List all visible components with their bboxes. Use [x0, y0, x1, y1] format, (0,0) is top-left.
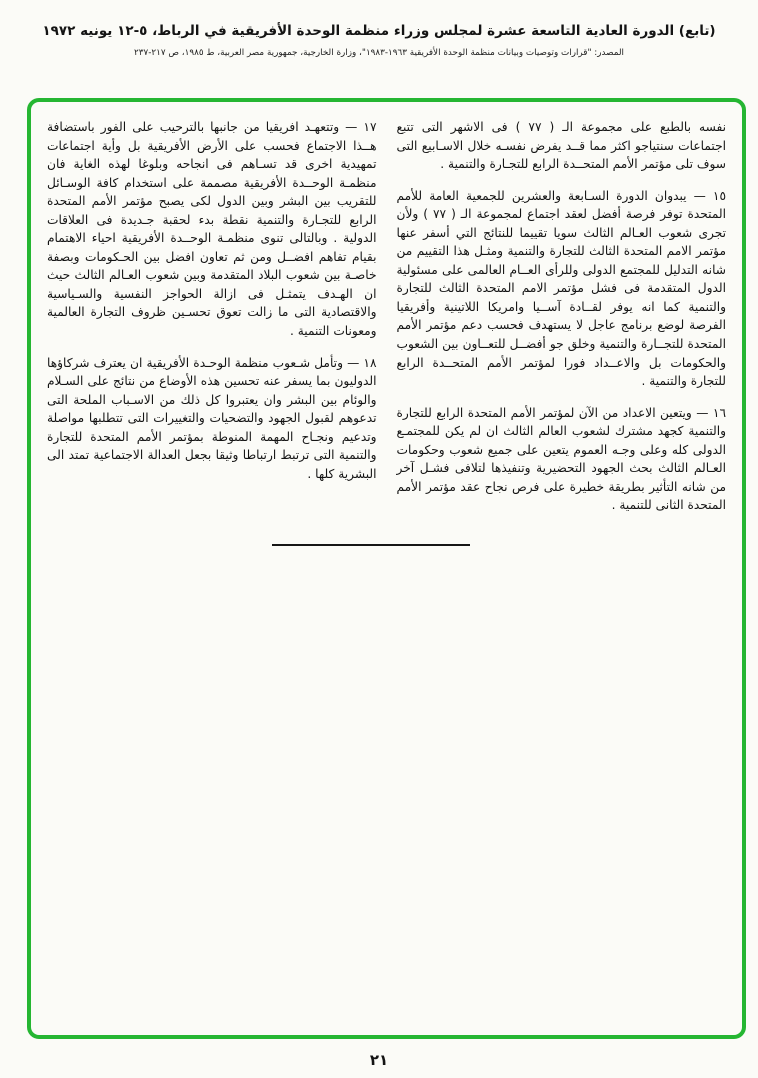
paragraph-continuation: نفسه بالطبع على مجموعة الـ ( ٧٧ ) فى الاشهر التى تتبع اجتماعات سنتياجو اكثر مما قــد يفرض نفسـه خلال الاسـابيع التى سوف تلى مؤتمر الأمم المتحــدة الرابع للتجـارة والتنمية .	[396, 120, 726, 172]
paragraph-18: ١٨ — وتأمل شـعوب منظمة الوحـدة الأفريقية ان يعترف شركاؤها الدوليون بما يسفر عنه تحسين هذه الأوضاع من نتائج على السـلام والوئام بين البشر وان يعتبروا كل ذلك من الاسـباب الملحة التى تدعوهم لقبول الجهود والتضحيات والتغييرات التى تتطلبها مواصلة وتدعيم ونجـاح المهمة المنوطة بمؤتمر الأمم المتحدة للتجارة والتنمية التى ترتبط ارتباطا وثيقا بجعل العدالة الاجتماعية تمتد الى البشرية كلها .	[47, 355, 377, 481]
page-number: ٢١	[369, 1051, 389, 1069]
document-title: (تابع) الدورة العادية التاسعة عشرة لمجلس وزراء منظمة الوحدة الأفريقية في الرباط، ٥-١٢ يونيه ١٩٧٢	[42, 23, 716, 39]
source-citation-line: المصدر: "قرارات وتوصيات وبيانات منظمة الوحدة الأفريقية ١٩٦٣-١٩٨٣"، وزارة الخارجية، جمهورية مصر العربية، ط ١٩٨٥، ص ٢١٧-٢٣٧	[134, 48, 624, 58]
text-columns	[47, 118, 726, 528]
paragraph-16: ١٦ — ويتعين الاعداد من الآن لمؤتمر الأمم المتحدة الرابع للتجارة والتنمية كجهد مشترك لشعوب العالم الثالث ان لم يكن للمجتمـع الدولى كله وعلى وجـه العموم يتعين على جميع شعوب وحكومات العـالم الثالث بحث الجهود التحضيرية وتنفيذها لتلافى فشـل آخر من شانه التأثير بطريقة خطيرة على فرص نجاح عقد مؤتمر الأمم المتحدة الثانى للتنمية .	[396, 405, 726, 513]
section-divider	[272, 544, 470, 546]
paragraph-17: ١٧ — وتتعهـد افريقيا من جانبها بالترحيب على الفور باستضافة هــذا الاجتماع فحسب على الأرض الأفريقية بل وأية اجتماعات تمهيدية اخرى قد تسـاهم فى انجاحه وبلوغا لهذه الغاية فان منظمـة الوحــدة الأفريقية مصممة على استخدام كافة الوسـائل للتقريب بين البشر وبين الدول لكى يصبح مؤتمر الأمم المتحدة الرابع للتجـارة والتنمية نقطة بدء لحقبة جـديدة فى العلاقات الدولية . وبالتالى تنوى منظمـة الوحــدة الأفريقية احياء الاهتمام بقيام تفاهم افضــل ومن ثم تعاون افضل بين الحـكومات وبصفة خاصـة بين شعوب البلاد المتقدمة وبين شعوب العـالم الثالث حيث ان الهـدف يتمثـل فى ازالة الحواجز النفسية والسـياسية والاقتصادية التى ما زالت تعوق تحسـين ظروف التجارة العالمية ومعونات التنمية .	[47, 120, 377, 339]
right-column	[397, 118, 727, 528]
left-column	[47, 118, 377, 528]
content-frame	[27, 98, 746, 1039]
paragraph-15: ١٥ — يبدوان الدورة السـابعة والعشرين للجمعية العامة للأمم المتحدة توفر فرصة أفضل لعقد اجتماع لمجموعة الـ ( ٧٧ ) ولأن تجرى شعوب العـالم الثالث سويا تقييما للنتائج التي أسفر عنها مؤتمر الامم المتحدة الثالث للتجارة والتنمية ومثـل هذا التقييم من شانه التدليل للمجتمع الدولى وللرأى العــام العالمى على مسئولية الدول المتقدمة فى فشل مؤتمر الامم المتحدة الثالث للتجارة والتنمية كما انه يوفر لقــادة آســيا وامريكا اللاتينية وأفريقيا الفرصة لوضع برنامج عاجل لا يستهدف فحسب دعم مؤتمر الأمم المتحدة للتجــارة والتنمية وخلق جو أفضــل للتعــاون بين الشعوب والحكومات بل والاعــداد فورا لمؤتمر الأمم المتحــدة الرابع للتجارة والتنمية .	[396, 188, 726, 389]
page-header	[0, 0, 758, 58]
